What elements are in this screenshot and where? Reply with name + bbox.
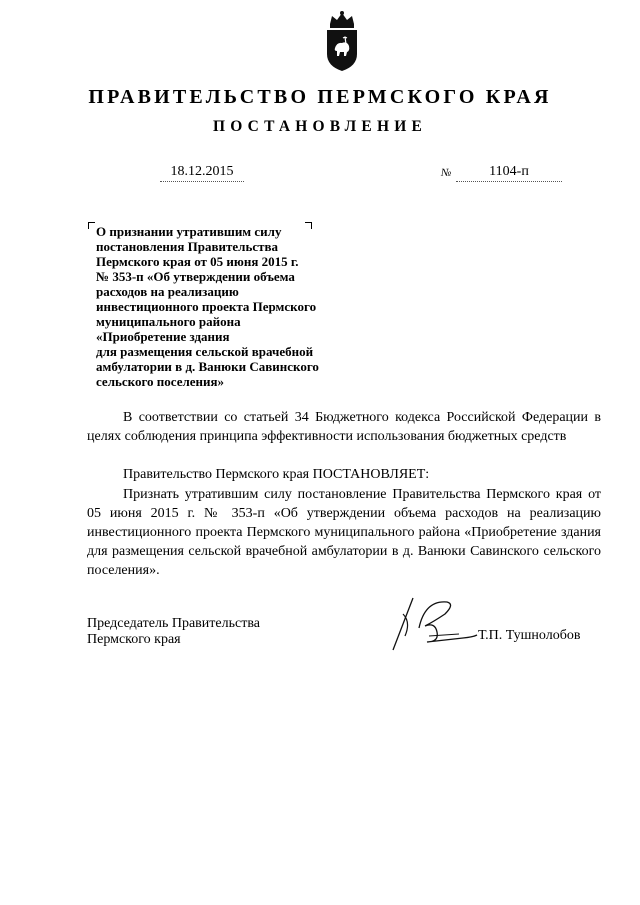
subject-corner-left bbox=[88, 222, 95, 229]
subject-line: муниципального района bbox=[96, 314, 241, 329]
subject-line: инвестиционного проекта Пермского bbox=[96, 299, 317, 314]
subject-line: № 353-п «Об утверждении объема bbox=[96, 269, 295, 284]
number-sign: № bbox=[441, 167, 452, 179]
signer-title bbox=[87, 616, 317, 648]
basis-paragraph: В соответствии со статьей 34 Бюджетного кодекса Российской Федерации в целях соблюдения принципа эффективности использования бюджетных средств bbox=[87, 410, 601, 444]
signer-name: Т.П. Тушнолобов bbox=[478, 628, 581, 643]
handwritten-signature-icon bbox=[385, 592, 480, 654]
document-date: 18.12.2015 bbox=[160, 164, 244, 182]
subject-line: для размещения сельской врачебной bbox=[96, 344, 314, 359]
subject-line: амбулатории в д. Ванюки Савинского bbox=[96, 359, 319, 374]
decision-paragraph: Признать утратившим силу постановление Правительства Пермского края от 05 июня 2015 г. № 353-п «Об утверждении объема расходов на реализацию инвестиционного проекта Пермского муниципального района «Приобретение здания для размещения сельской врачебной амбулатории в д. Ванюки Савинского сельского поселения». bbox=[87, 487, 601, 578]
subject-line: «Приобретение здания bbox=[96, 329, 230, 344]
subject-line: Пермского края от 05 июня 2015 г. bbox=[96, 254, 299, 269]
resolves-paragraph: Правительство Пермского края ПОСТАНОВЛЯЕТ: bbox=[123, 467, 430, 482]
coat-of-arms-icon bbox=[323, 10, 361, 72]
signer-title-line: Пермского края bbox=[87, 632, 181, 647]
document-type: ПОСТАНОВЛЕНИЕ bbox=[212, 118, 428, 135]
signer-title-line: Председатель Правительства bbox=[87, 616, 260, 631]
subject-line: О признании утратившим силу bbox=[96, 224, 282, 239]
subject-line: расходов на реализацию bbox=[96, 284, 239, 299]
document-number: 1104-п bbox=[456, 164, 562, 182]
subject-line: постановления Правительства bbox=[96, 239, 278, 254]
subject-line: сельского поселения» bbox=[96, 374, 225, 389]
organization-title: ПРАВИТЕЛЬСТВО ПЕРМСКОГО КРАЯ bbox=[88, 86, 552, 108]
document-subject bbox=[96, 224, 376, 389]
